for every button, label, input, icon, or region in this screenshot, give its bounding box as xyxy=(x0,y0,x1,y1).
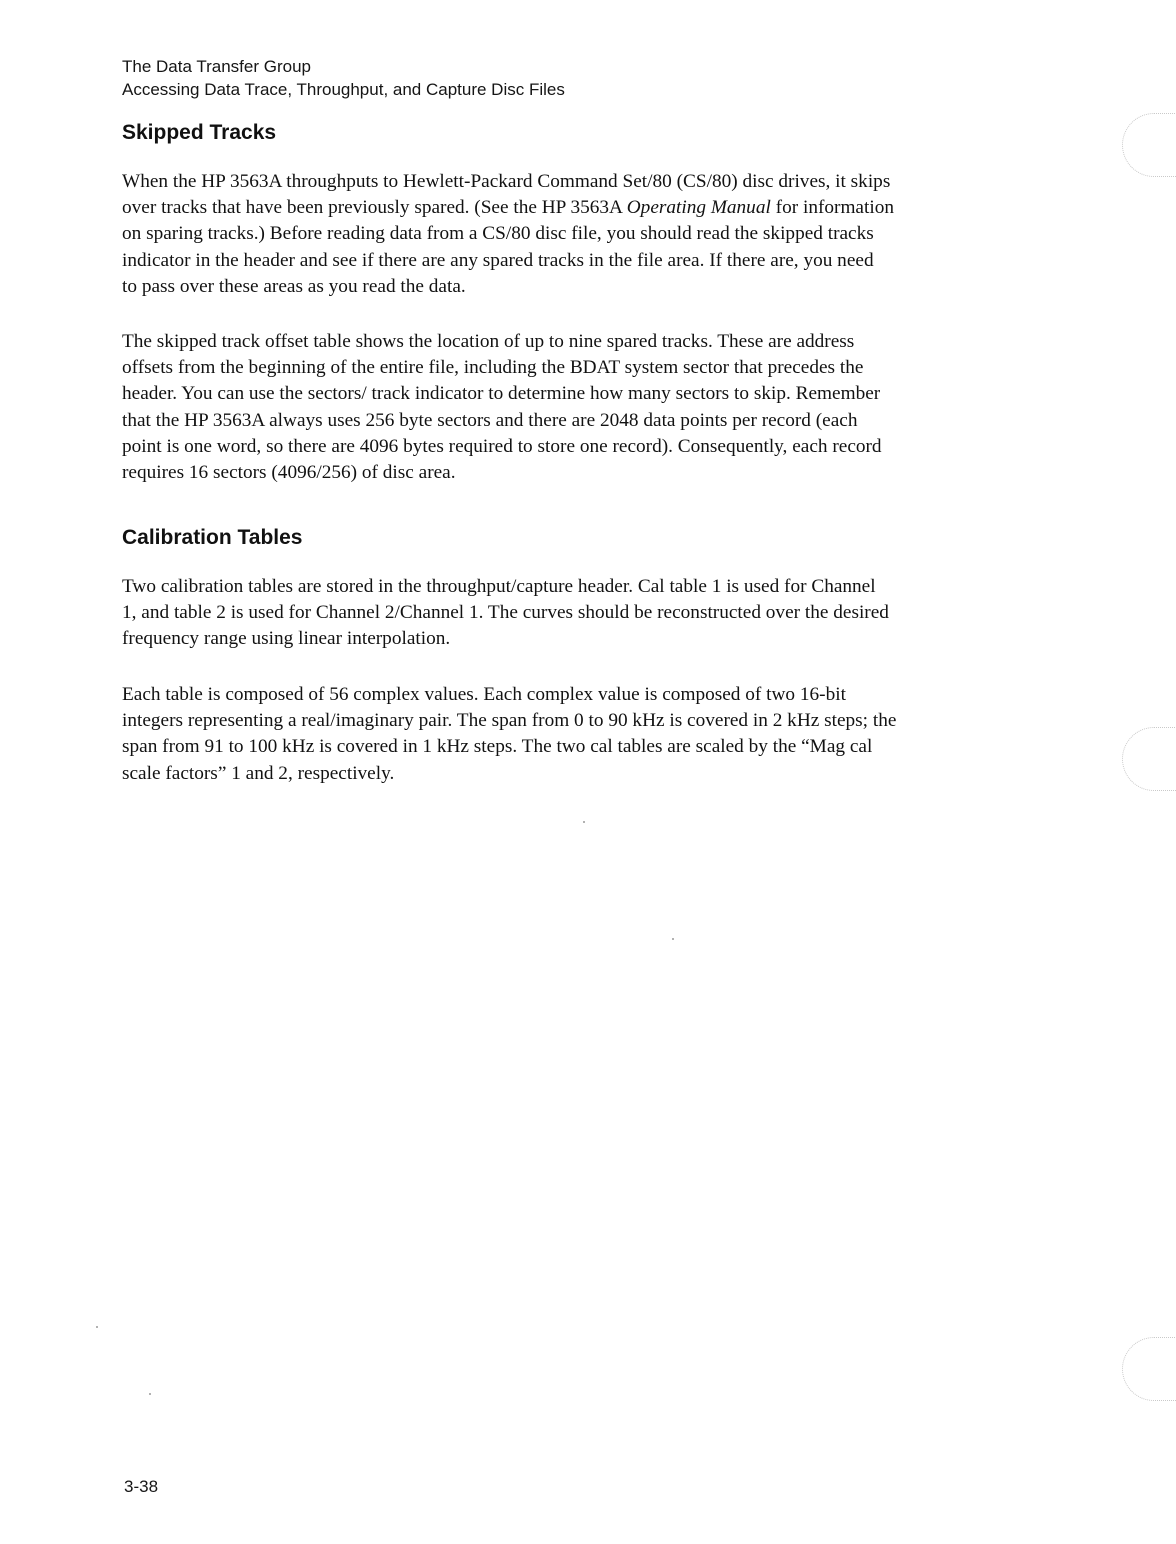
paragraph-skipped-tracks-1 xyxy=(122,169,1062,300)
text-line: requires 16 sectors (4096/256) of disc area. xyxy=(122,462,456,484)
text-line xyxy=(122,195,1062,221)
text-line: that the HP 3563A always uses 256 byte sectors and there are 2048 data points per record (each xyxy=(122,409,858,431)
text-line: scale factors” 1 and 2, respectively. xyxy=(122,762,395,784)
text-line: frequency range using linear interpolation. xyxy=(122,628,451,650)
text-line: When the HP 3563A throughputs to Hewlett-Packard Command Set/80 (CS/80) disc drives, it skips xyxy=(122,171,891,192)
scan-speck xyxy=(672,938,674,940)
scan-speck xyxy=(149,1393,151,1395)
text-line: point is one word, so there are 4096 bytes required to store one record). Consequently, each record xyxy=(122,435,882,457)
text-line: Each table is composed of 56 complex values. Each complex value is composed of two 16-bit xyxy=(122,684,846,705)
paragraph-calibration-1 xyxy=(122,574,1062,653)
header-line-2: Accessing Data Trace, Throughput, and Capture Disc Files xyxy=(122,80,565,99)
text-run: for information xyxy=(775,197,894,219)
text-line: The skipped track offset table shows the location of up to nine spared tracks. These are address xyxy=(122,331,855,352)
text-line: header. You can use the sectors/ track indicator to determine how many sectors to skip. Remember xyxy=(122,383,881,405)
section-title-calibration-tables: Calibration Tables xyxy=(122,526,303,549)
text-line: Two calibration tables are stored in the throughput/capture header. Cal table 1 is used for Channel xyxy=(122,576,876,597)
text-line: span from 91 to 100 kHz is covered in 1 kHz steps. The two cal tables are scaled by the “Mag cal xyxy=(122,736,873,758)
paragraph-calibration-2 xyxy=(122,682,1062,787)
text-run: over tracks that have been previously spared. (See the HP 3563A xyxy=(122,197,622,219)
scan-speck xyxy=(583,821,585,823)
text-line: integers representing a real/imaginary pair. The span from 0 to 90 kHz is covered in 2 kHz steps; the xyxy=(122,710,897,732)
header-line-1: The Data Transfer Group xyxy=(122,57,311,76)
manual-title: Operating Manual xyxy=(626,197,771,219)
text-line: on sparing tracks.) Before reading data from a CS/80 disc file, you should read the skipped tracks xyxy=(122,223,874,245)
paragraph-skipped-tracks-2 xyxy=(122,329,1062,486)
page-number: 3-38 xyxy=(124,1477,159,1496)
section-title-skipped-tracks: Skipped Tracks xyxy=(122,121,277,144)
text-line: indicator in the header and see if there are any spared tracks in the file area. If there are, you need xyxy=(122,249,874,271)
text-line: offsets from the beginning of the entire file, including the BDAT system sector that precedes the xyxy=(122,357,864,379)
text-line: to pass over these areas as you read the data. xyxy=(122,275,466,297)
punch-hole-mark xyxy=(1122,113,1176,177)
text-line: 1, and table 2 is used for Channel 2/Channel 1. The curves should be reconstructed over the desired xyxy=(122,602,889,624)
running-header xyxy=(122,55,565,101)
punch-hole-mark xyxy=(1122,727,1176,791)
punch-hole-mark xyxy=(1122,1337,1176,1401)
scan-speck xyxy=(96,1326,98,1328)
